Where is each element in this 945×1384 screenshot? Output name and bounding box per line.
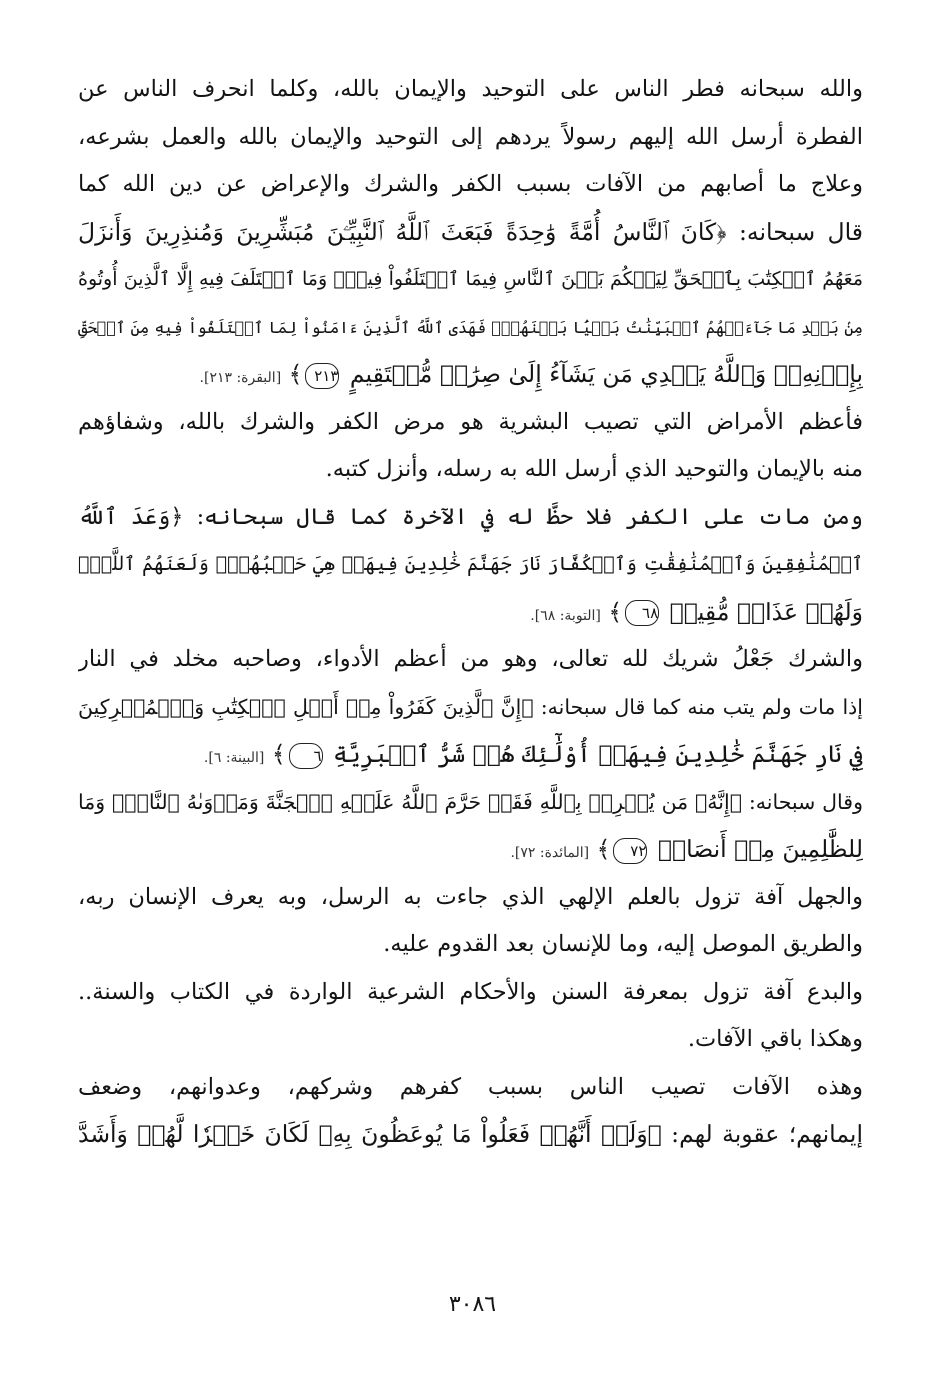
text-line-8: فأعظم الأمراض التي تصيب البشرية هو مرض الكفر والشرك بالله، وشفاؤهم	[78, 408, 863, 435]
ayah-number-marker: ٦	[289, 743, 323, 769]
page-body	[78, 66, 863, 1159]
verse-text: فِي نَارِ جَهَنَّمَ خَٰلِدِينَ فِيهَآۚ أُوْلَٰٓئِكَ هُمۡ شَرُّ ٱلۡبَرِيَّةِ	[333, 740, 863, 768]
verse-text: وَلَهُمۡ عَذَابٞ مُّقِيمٞ	[669, 597, 863, 626]
quran-line-11: ٱلۡمُنَٰفِقِينَ وَٱلۡمُنَٰفِقَٰتِ وَٱلۡكُفَّارَ نَارَ جَهَنَّمَ خَٰلِدِينَ فِيهَاۚ هِيَ حَسۡبُهُمۡۚ وَلَعَنَهُمُ ٱللَّهُۖ	[78, 553, 863, 575]
text-line-22: وهذه الآفات تصيب الناس بسبب كفرهم وشركهم، وعدوانهم، وضعف	[78, 1073, 863, 1100]
quran-line-16: وقال سبحانه: ﴿إِنَّهُۥ مَن يُشۡرِكۡ بِٱللَّهِ فَقَدۡ حَرَّمَ ٱللَّهُ عَلَيۡهِ ٱلۡجَنَّةَ وَمَأۡوَىٰهُ ٱلنَّارُۖ وَمَا	[78, 789, 863, 814]
surah-reference: [البينة: ٦].	[203, 750, 265, 766]
text-line-18: والجهل آفة تزول بالعلم الإلهي الذي جاءت به الرسل، وبه يعرف الإنسان ربه،	[78, 883, 863, 910]
text-line-1: والله سبحانه فطر الناس على التوحيد والإيمان بالله، وكلما انحرف الناس عن	[78, 76, 863, 102]
text-line-19: والطريق الموصل إليه، وما للإنسان بعد القدوم عليه.	[383, 931, 863, 957]
quran-line-6: مِنۢ بَعۡدِ مَا جَآءَتۡهُمُ ٱلۡبَيِّنَٰتُ بَغۡيَۢا بَيۡنَهُمۡۖ فَهَدَى ٱللَّهُ ٱلَّذِينَ ءَامَنُواْ لِمَا ٱخۡتَلَفُواْ فِيهِ مِنَ ٱلۡحَقِّ	[78, 317, 863, 337]
quran-line-23: إيمانهم؛ عقوبة لهم: ﴿وَلَوۡ أَنَّهُمۡ فَعَلُواْ مَا يُوعَظُونَ بِهِۦ لَكَانَ خَيۡرٗا لَّهُمۡ وَأَشَدَّ	[78, 1120, 863, 1148]
text-line-3: وعلاج ما أصابهم من الآفات بسبب الكفر والشرك والإعراض عن دين الله كما	[78, 171, 863, 197]
quran-line-5: مَعَهُمُ ٱلۡكِتَٰبَ بِٱلۡحَقِّ لِيَحۡكُمَ بَيۡنَ ٱلنَّاسِ فِيمَا ٱخۡتَلَفُواْ فِيهِۚ وَمَا ٱخۡتَلَفَ فِيهِ إِلَّا ٱلَّذِينَ أُوتُوهُ	[78, 268, 863, 290]
verse-text: بِإِذۡنِهِۦۗ وَٱللَّهُ يَهۡدِي مَن يَشَآءُ إِلَىٰ صِرَٰطٖ مُّسۡتَقِيمٍ	[349, 360, 863, 388]
quran-line-12: وَلَهُمۡ عَذَابٞ مُّقِيمٞ ٦٨﴾ [التوبة: ٦٨].	[530, 597, 863, 626]
ayah-number-marker: ٧٢	[613, 838, 647, 864]
quran-line-14: إذا مات ولم يتب منه كما قال سبحانه: ﴿إِنَّ ٱلَّذِينَ كَفَرُواْ مِنۡ أَهۡلِ ٱلۡكِتَٰبِ وَٱلۡمُشۡرِكِينَ	[78, 694, 863, 719]
text-line-2: الفطرة أرسل الله إليهم رسولاً يردهم إلى التوحيد والإيمان بالله والعمل بشرعه،	[78, 123, 863, 150]
verse-text: لِلظَّٰلِمِينَ مِنۡ أَنصَارٖ	[657, 835, 863, 863]
quran-line-4: قال سبحانه: ﴿كَانَ ٱلنَّاسُ أُمَّةً وَٰحِدَةً فَبَعَثَ ٱللَّهُ ٱلنَّبِيِّـۧنَ مُبَشِّرِينَ وَمُنذِرِينَ وَأَنزَلَ	[78, 217, 863, 246]
surah-reference: [البقرة: ٢١٣].	[199, 370, 282, 386]
text-line-9: منه بالإيمان والتوحيد الذي أرسل الله به رسله، وأنزل كتبه.	[325, 456, 863, 482]
surah-reference: [المائدة: ٧٢].	[510, 845, 590, 861]
text-line-20: والبدع آفة تزول بمعرفة السنن والأحكام الشرعية الواردة في الكتاب والسنة..	[78, 978, 863, 1005]
quran-line-17: لِلظَّٰلِمِينَ مِنۡ أَنصَارٖ ٧٢﴾ [المائدة: ٧٢].	[510, 835, 863, 863]
ayah-number-marker: ٦٨	[625, 600, 659, 626]
text-line-13: والشرك جَعْلُ شريك لله تعالى، وهو من أعظم الأدواء، وصاحبه مخلد في النار	[78, 646, 863, 672]
text-line-10: ومن مات على الكفر فلا حظَّ له في الآخرة كما قال سبحانه: ﴿وَعَدَ ٱللَّهُ	[78, 503, 863, 530]
text-line-21: وهكذا باقي الآفات.	[687, 1026, 863, 1052]
page-number: ٣٠٨٦	[448, 1292, 497, 1317]
quran-line-15: فِي نَارِ جَهَنَّمَ خَٰلِدِينَ فِيهَآۚ أُوْلَٰٓئِكَ هُمۡ شَرُّ ٱلۡبَرِيَّةِ ٦﴾ [البينة: ٦].	[203, 740, 863, 768]
surah-reference: [التوبة: ٦٨].	[530, 607, 601, 624]
quran-line-7: بِإِذۡنِهِۦۗ وَٱللَّهُ يَهۡدِي مَن يَشَآءُ إِلَىٰ صِرَٰطٖ مُّسۡتَقِيمٍ ٢١٣﴾ [البقرة: ٢١٣].	[199, 360, 863, 388]
ayah-number-marker: ٢١٣	[305, 363, 339, 389]
